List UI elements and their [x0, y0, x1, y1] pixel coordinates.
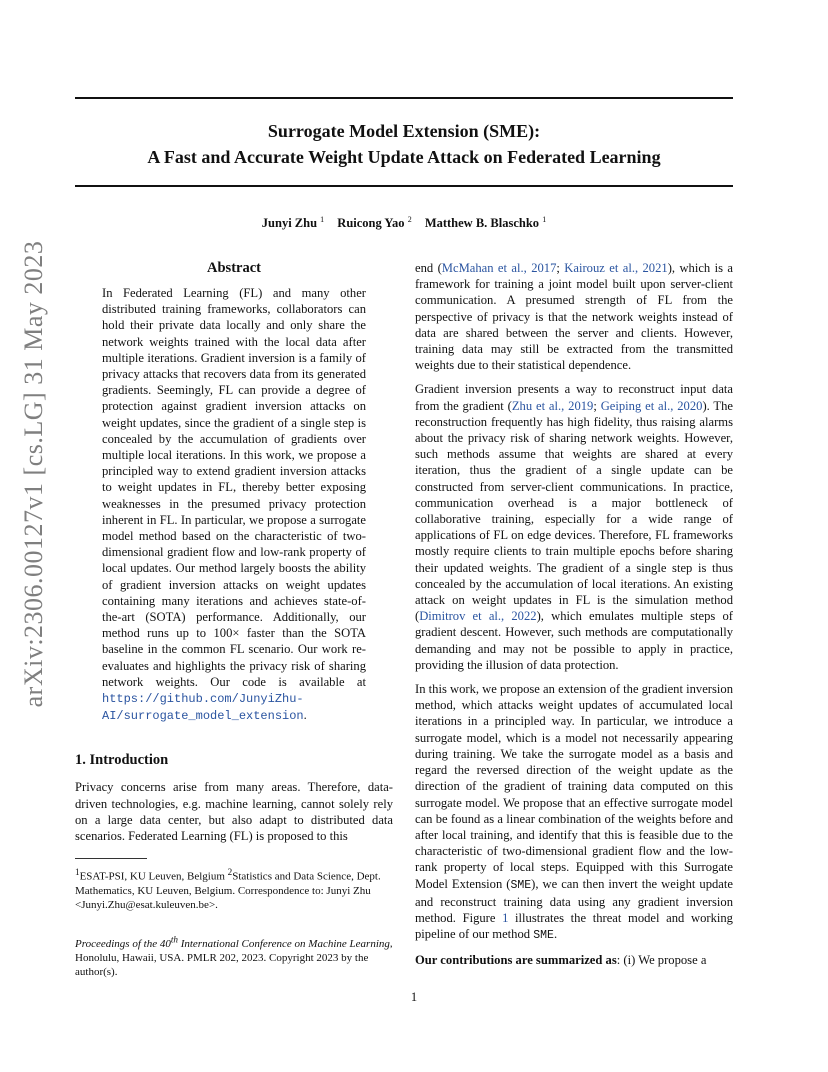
affiliation-footnote: $^1$ESAT-PSI, KU Leuven, Belgium $^2$Statistics and Data Science, Dept. Mathematics, KU Leuven, Belgium. Correspondence to: Junyi Zhu <Junyi.Zhu@esat.kuleuven.be>.	[75, 867, 381, 911]
proceedings-footnote: Proceedings of the 40th International Conference on Machine Learning, Honolulu, Hawaii, USA. PMLR 202, 2023. Copyright 2023 by the author(s).	[75, 933, 393, 978]
paper-title	[75, 118, 733, 170]
title-rule-top	[75, 97, 733, 99]
citation-link[interactable]: Zhu et al., 2019	[511, 398, 594, 413]
body-paragraph: Gradient inversion presents a way to reconstruct input data from the gradient (Zhu et al., 2019; Geiping et al., 2020). The reconstruction frequently has high fidelity, thus raising alarms about the privacy risk of sharing network weights. However, such methods assume that weights are shared at every iteration, thus the gradient of a single update can be constructed from server-client communications. In practice, communication overhead is a major bottleneck of collaborative training, especially for a wide range of applications of FL on edge devices. Therefore, FL frameworks mostly require clients to train multiple epochs before sharing their updated weights. The gradient of a single step is thus concealed by the accumulation of local iterations. An existing attack on weight updates in FL is the simulation method (Dimitrov et al., 2022), which emulates multiple steps of gradient descent. However, such methods are computationally demanding and may not be possible to apply in practice, providing the illusion of data protection.	[415, 382, 733, 672]
citation-link[interactable]: Kairouz et al., 2021	[564, 261, 668, 275]
citation-link[interactable]: Geiping et al., 2020	[600, 398, 703, 413]
author: Matthew B. Blaschko $^1$	[424, 215, 547, 231]
figure-link[interactable]: 1	[502, 910, 509, 925]
author: Ruicong Yao $^2$	[337, 215, 412, 231]
contributions-paragraph: Our contributions are summarized as: (i) We propose a	[415, 953, 707, 968]
title-line-2: A Fast and Accurate Weight Update Attack on Federated Learning	[147, 147, 661, 167]
section-heading-introduction: 1. Introduction	[75, 752, 169, 769]
abstract-text: In Federated Learning (FL) and many other distributed training frameworks, collaborators can hold their private data locally and only share the network weights trained with the local data after multiple iterations. Gradient inversion is a family of privacy attacks that recovers data from its generated gradients. Seemingly, FL can provide a degree of protection against gradient inversion attacks on weight updates, since the gradient of a single step is concealed by the accumulation of gradients over multiple local iterations. In this work, we propose a principled way to extend gradient inversion attacks to weight updates in FL, thereby better exposing weaknesses in the presumed privacy protection inherent in FL. In particular, we propose a surrogate model method based on the characteristic of two-dimensional gradient flow and low-rank property of local updates. Our method largely boosts the ability of gradient inversion attacks on weight updates containing many iterations and achieves state-of-the-art (SOTA) performance. Additionally, our method runs up to 100× faster than the SOTA baseline in the common FL scenario. Our work re-evaluates and highlights the privacy risk of sharing network weights. Our code is available at https://github.com/JunyiZhu-AI/surrogate_model_extension.	[102, 286, 366, 724]
right-column	[415, 260, 733, 969]
title-rule-bottom	[75, 185, 733, 187]
author: Junyi Zhu $^1$	[261, 215, 325, 231]
page-number: 1	[410, 990, 418, 1004]
code-link[interactable]: https://github.com/JunyiZhu-AI/surrogate_model_extension	[102, 692, 304, 724]
title-line-1: Surrogate Model Extension (SME):	[267, 121, 541, 141]
left-column	[75, 260, 393, 979]
citation-link[interactable]: Dimitrov et al., 2022	[419, 609, 537, 624]
author-list	[75, 215, 733, 231]
citation-link[interactable]: McMahan et al., 2017	[441, 261, 557, 275]
body-paragraph: end (McMahan et al., 2017; Kairouz et al., 2021), which is a framework for training a joint model built upon server-client communication. A presumed strength of FL from the perspective of privacy is that the network weights instead of data are shared between the server and clients. However, training data may still be extracted from the transmitted weights due to their statistical dependence.	[415, 261, 733, 373]
intro-paragraph: Privacy concerns arise from many areas. Therefore, data-driven technologies, e.g. machine learning, cannot solely rely on a large data center, but also adapt to distributed data scenarios. Federated Learning (FL) is proposed to this	[75, 780, 393, 844]
abstract-heading: Abstract	[207, 260, 261, 276]
footnote-rule	[75, 858, 147, 859]
body-paragraph: In this work, we propose an extension of the gradient inversion method, which attacks weight updates of accumulated local iterations in a principled way. In particular, we introduce a surrogate model, which is a model not necessarily appearing during training. We take the surrogate model as a basis and regard the reversed direction of the weight update as the direction of the gradient of training data computed on this surrogate model. We propose that an effective surrogate model can be found as a linear combination of the weights before and after local training, and identify that this is feasible due to the characteristic of two-dimensional gradient flow and the low-rank property of local steps. Equipped with this Surrogate Model Extension (SME), we can then invert the weight update and reconstruct training data using any gradient inversion method. Figure 1 illustrates the threat model and working pipeline of our method SME.	[415, 682, 733, 943]
